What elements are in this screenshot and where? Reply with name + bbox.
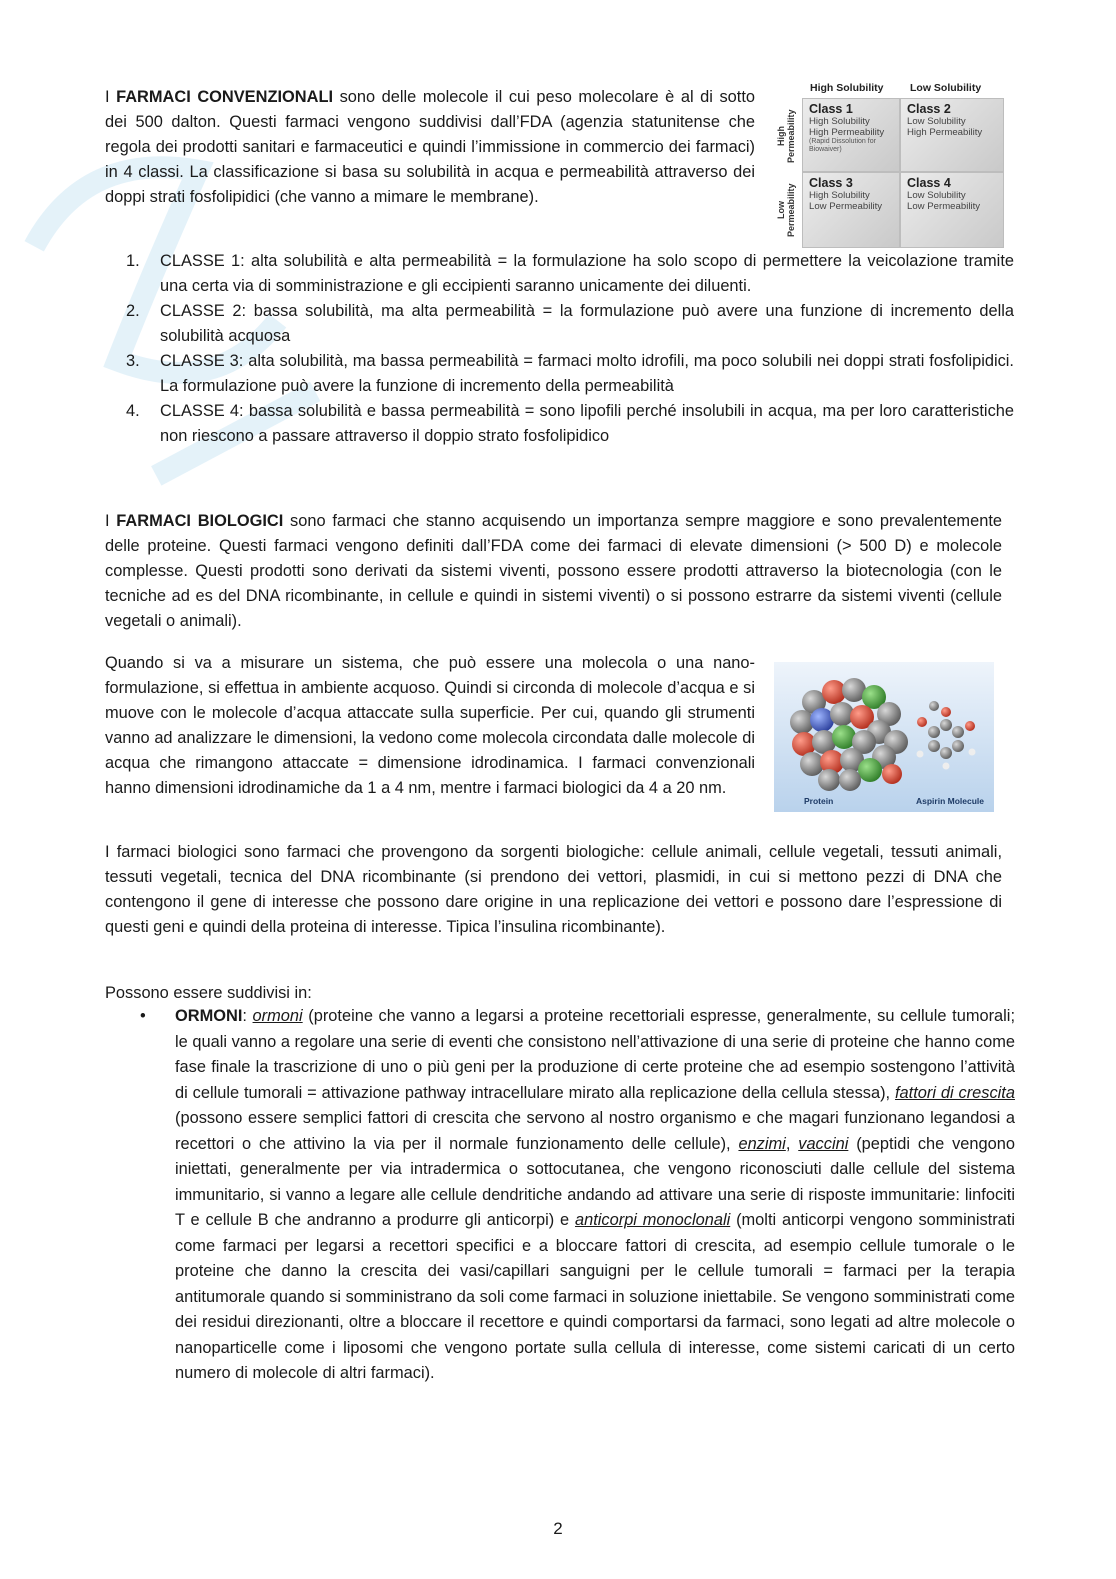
class-1-note: (Rapid Dissolution for Biowaiver): [809, 138, 876, 153]
list-item: 4. CLASSE 4: bassa solubilità e bassa permeabilità = sono lipofili perché insolubili in acqua, ma per loro caratteristiche non riescono a passare attraverso il doppio strato fosfolipidico: [126, 402, 1014, 445]
class-4-solubility: Low Solubility: [907, 190, 966, 201]
bcs-class-1: [802, 98, 900, 172]
intro-paragraph: I FARMACI CONVENZIONALI sono delle molecole il cui peso molecolare è al di sotto dei 500 dalton. Questi farmaci vengono suddivisi dall’FDA (agenzia statunitense che regola dei prodotti sanitari e farmaceutici e quindi l’immissione in commercio dei farmaci) in 4 classi. La classificazione si basa su solubilità in acqua e permeabilità attraverso dei doppi strati fosfolipidici (che vanno a mimare le membrane).: [105, 88, 755, 206]
class-2-title: Class 2: [907, 102, 951, 116]
term-enzimi: enzimi: [738, 1134, 786, 1153]
class-3-permeability: Low Permeability: [809, 201, 883, 212]
class-3-title: Class 3: [809, 176, 853, 190]
term-vaccini: vaccini: [798, 1134, 849, 1153]
row-header-low-permeability: Low Permeability: [776, 183, 796, 237]
class-4-title: Class 4: [907, 176, 951, 190]
list-item: 3. CLASSE 3: alta solubilità, ma bassa permeabilità = farmaci molto idrofili, ma poco solubili nei doppi strati fosfolipidici. La formulazione può avere la funzione di incremento della permeabilità: [126, 352, 1014, 395]
class-2-permeability: High Permeability: [907, 127, 983, 138]
class-1-solubility: High Solubility: [809, 116, 870, 127]
intro-title: FARMACI CONVENZIONALI: [116, 88, 334, 106]
ormoni-heading: ORMONI: [175, 1007, 243, 1025]
class-4-permeability: Low Permeability: [907, 201, 981, 212]
bcs-class-3: [802, 172, 900, 248]
biologics-paragraph: I FARMACI BIOLOGICI sono farmaci che stanno acquisendo un importanza sempre maggiore e sono prevalentemente delle proteine. Questi farmaci vengono definiti dall’FDA come dei farmaci di elevate dimensioni (> 500 D) e molecole complesse. Questi prodotti sono derivati da sistemi viventi, possono essere prodotti attraverso la biotecnologia (con le tecniche ad es del DNA ricombinante, in cellule e quindi in sistemi viventi) o si possono estrarre da sistemi viventi (cellule vegetali o animali).: [105, 512, 1002, 630]
list-item: 2. CLASSE 2: bassa solubilità, ma alta permeabilità = la formulazione può avere una funzione di incremento della solubilità acquosa: [126, 302, 1014, 345]
bcs-classification-figure: [776, 82, 1006, 248]
biologics-title: FARMACI BIOLOGICI: [116, 512, 284, 530]
subdivision-intro: Possono essere suddivisi in:: [105, 984, 312, 1002]
term-anticorpi-monoclonali: anticorpi monoclonali: [575, 1211, 731, 1229]
bullet-dot: •: [140, 1007, 146, 1025]
protein-aspirin-figure: [774, 662, 994, 812]
col-header-high-solubility: High Solubility: [810, 82, 884, 94]
class-1-permeability: High Permeability: [809, 127, 885, 138]
page-number: 2: [553, 1519, 563, 1538]
protein-label: Protein: [804, 796, 834, 806]
molecule-illustration: [774, 662, 994, 812]
aspirin-label: Aspirin Molecule: [916, 796, 985, 806]
bcs-class-2: [900, 98, 1004, 172]
class-1-title: Class 1: [809, 102, 853, 116]
bcs-classes-list: [122, 249, 1014, 449]
list-item-ormoni: • ORMONI: ormoni (proteine che vanno a legarsi a proteine recettoriali espresse, generalmente, su cellule tumorali; le quali vanno a regolare una serie di eventi che consistono nell’attivazione di una serie di proteine che hanno come fase finale la trascrizione di uno o più geni per la produzione di certe proteine che ad esempio sostengono l’attività di cellule tumorali = attivazione pathway intracellulare mirato alla replicazione della cellula stessa), fattori di crescita (possono essere semplici fattori di crescita che servono al nostro organismo e che magari funzionano legandosi a recettori o che attivino la via per il normale funzionamento delle cellule), enzimi, vaccini (peptidi che vengono iniettati, generalmente per via intradermica o sottocutanea, che vengono riconosciuti dalle cellule del sistema immunitario, si vanno a legare alle cellule dendritiche andando ad attivare una serie di risposte immunitarie: linfociti T e cellule B che andranno a produrre gli anticorpi) e anticorpi monoclonali (molti anticorpi vengono somministrati come farmaci per legarsi a recettori specifici e a bloccare fattori di crescita, ad esempio cellule tumorale o le proteine che danno la crescita dei vasi/capillari sanguigni per le cellule tumorali = farmaci per la terapia antitumorale quando si somministrano da soli come farmaci in soluzione iniettabile. Se vengono somministrati come dei residui direzionanti, oltre a bloccare il recettore e quindi comportarsi da farmaci, sono legati ad altre molecole o nanoparticelle come i liposomi che vengono portate sulla cellula di interesse, come sistemi caricati di un certo numero di molecole di altri farmaci).: [135, 1004, 1015, 1387]
sources-paragraph: I farmaci biologici sono farmaci che provengono da sorgenti biologiche: cellule animali, cellule vegetali, tessuti animali, tessuti vegetali, tecnica del DNA ricombinante (si prendono dei vettori, plasmidi, in cui si mettono pezzi di DNA che contengono il gene di interesse che possono dare origine in una replicazione dei vettori e possono dare l’espressione di questi geni e quindi della proteina di interesse. Tipica l’insulina ricombinante).: [105, 843, 1002, 936]
hydrodynamic-paragraph: Quando si va a misurare un sistema, che può essere una molecola o una nano-formulazione, si effettua in ambiente acquoso. Quindi si circonda di molecole d’acqua e si muove con le molecole d’acqua attaccate sulla superficie. Per cui, quando gli strumenti vanno ad analizzare le dimensioni, la vedono come molecola circondata dalle molecole di acqua che rimangono attaccate = dimensione idrodinamica. I farmaci convenzionali hanno dimensioni idrodinamiche da 1 a 4 nm, mentre i farmaci biologici da 4 a 20 nm.: [105, 654, 755, 797]
biologics-categories-list: [135, 1004, 1015, 1387]
term-ormoni: ormoni: [252, 1007, 303, 1025]
row-header-high-permeability: High Permeability: [776, 109, 796, 163]
bcs-class-4: [900, 172, 1004, 248]
col-header-low-solubility: Low Solubility: [910, 82, 982, 94]
term-fattori-crescita: fattori di crescita: [894, 1083, 1015, 1102]
list-item: 1. CLASSE 1: alta solubilità e alta permeabilità = la formulazione ha solo scopo di permettere la veicolazione tramite una certa via di somministrazione e gli eccipienti saranno unicamente dei diluenti.: [126, 252, 1014, 295]
class-3-solubility: High Solubility: [809, 190, 870, 201]
class-2-solubility: Low Solubility: [907, 116, 966, 127]
